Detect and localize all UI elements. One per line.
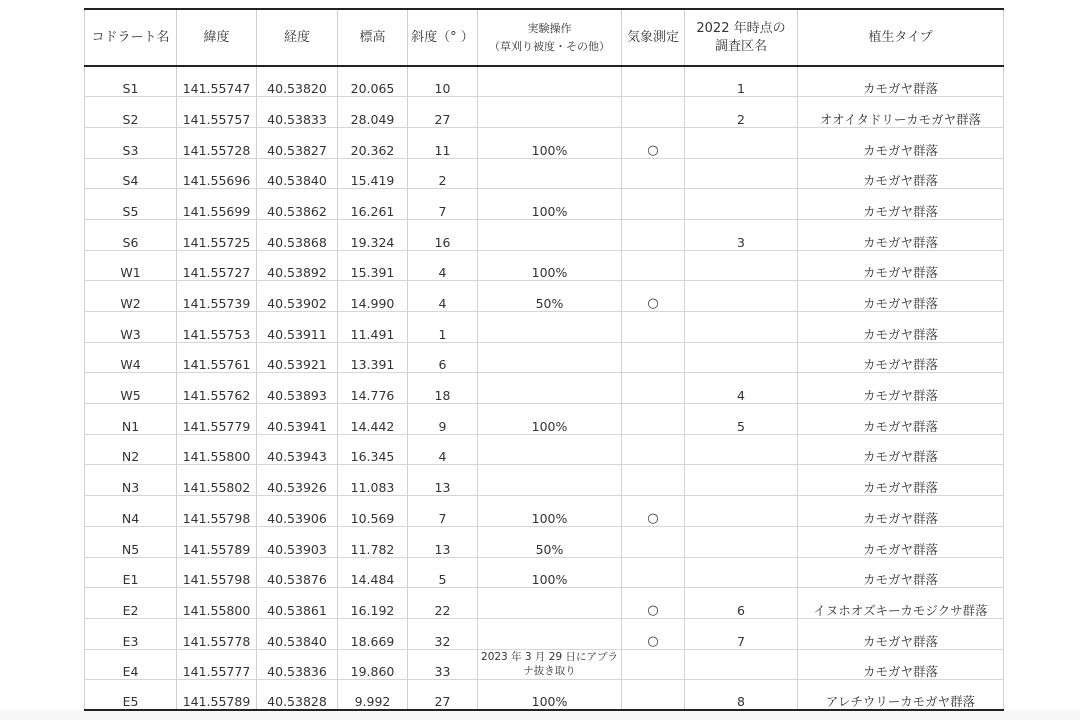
header-row (85, 9, 1004, 66)
cell-operation (478, 219, 622, 250)
cell-weather-mark (622, 158, 685, 189)
cell-elevation: 28.049 (338, 97, 408, 128)
cell-site-2022: 8 (685, 680, 798, 711)
cell-vegetation-type: カモガヤ群落 (798, 434, 1004, 465)
cell-site-2022 (685, 312, 798, 343)
cell-slope: 6 (408, 342, 478, 373)
cell-slope: 7 (408, 189, 478, 220)
cell-elevation: 16.261 (338, 189, 408, 220)
cell-elevation: 11.083 (338, 465, 408, 496)
cell-operation: 100% (478, 404, 622, 435)
cell-weather-mark (622, 557, 685, 588)
cell-weather-mark (622, 373, 685, 404)
cell-longitude: 141.55757 (177, 97, 257, 128)
cell-operation (478, 465, 622, 496)
cell-longitude: 141.55747 (177, 66, 257, 97)
table-row (85, 557, 1004, 588)
header-operation (478, 9, 622, 66)
cell-vegetation-type: カモガヤ群落 (798, 281, 1004, 312)
header-operation-line2: （草刈り被度・その他） (489, 39, 610, 53)
cell-quadrat-name: N4 (85, 496, 177, 527)
cell-site-2022: 1 (685, 66, 798, 97)
cell-site-2022 (685, 557, 798, 588)
cell-longitude: 141.55779 (177, 404, 257, 435)
cell-vegetation-type: カモガヤ群落 (798, 526, 1004, 557)
cell-vegetation-type: カモガヤ群落 (798, 312, 1004, 343)
cell-slope: 4 (408, 281, 478, 312)
cell-latitude: 40.53921 (257, 342, 338, 373)
cell-vegetation-type: カモガヤ群落 (798, 158, 1004, 189)
cell-vegetation-type: カモガヤ群落 (798, 342, 1004, 373)
cell-slope: 18 (408, 373, 478, 404)
cell-weather-mark (622, 680, 685, 711)
cell-operation: 100% (478, 189, 622, 220)
cell-quadrat-name: E1 (85, 557, 177, 588)
cell-elevation: 14.776 (338, 373, 408, 404)
cell-vegetation-type: カモガヤ群落 (798, 649, 1004, 680)
cell-elevation: 16.192 (338, 588, 408, 619)
cell-site-2022 (685, 649, 798, 680)
cell-site-2022: 4 (685, 373, 798, 404)
cell-elevation: 9.992 (338, 680, 408, 711)
cell-weather-mark (622, 526, 685, 557)
header-site-line2: 調査区名 (714, 38, 767, 54)
cell-longitude: 141.55789 (177, 680, 257, 711)
cell-longitude: 141.55728 (177, 127, 257, 158)
cell-operation (478, 66, 622, 97)
cell-quadrat-name: E5 (85, 680, 177, 711)
cell-latitude: 40.53840 (257, 618, 338, 649)
cell-operation: 50% (478, 526, 622, 557)
cell-longitude: 141.55696 (177, 158, 257, 189)
cell-vegetation-type: カモガヤ群落 (798, 404, 1004, 435)
cell-latitude: 40.53840 (257, 158, 338, 189)
cell-longitude: 141.55798 (177, 496, 257, 527)
cell-operation (478, 97, 622, 128)
cell-slope: 5 (408, 557, 478, 588)
cell-elevation: 14.484 (338, 557, 408, 588)
cell-quadrat-name: E2 (85, 588, 177, 619)
cell-weather-mark: ○ (622, 618, 685, 649)
header-operation-line1: 実験操作 (527, 21, 572, 35)
cell-latitude: 40.53862 (257, 189, 338, 220)
cell-quadrat-name: W5 (85, 373, 177, 404)
table-row (85, 189, 1004, 220)
header-latitude: 経度 (257, 9, 338, 66)
cell-site-2022 (685, 526, 798, 557)
cell-site-2022 (685, 281, 798, 312)
cell-longitude: 141.55727 (177, 250, 257, 281)
table-row (85, 342, 1004, 373)
cell-longitude: 141.55699 (177, 189, 257, 220)
table-row (85, 588, 1004, 619)
cell-vegetation-type: アレチウリーカモガヤ群落 (798, 680, 1004, 711)
header-slope: 斜度（° ） (408, 9, 478, 66)
cell-latitude: 40.53833 (257, 97, 338, 128)
cell-elevation: 20.065 (338, 66, 408, 97)
cell-site-2022 (685, 465, 798, 496)
cell-operation (478, 312, 622, 343)
cell-operation: 2023 年 3 月 29 日にアブラナ抜き取り (478, 649, 622, 680)
cell-quadrat-name: N1 (85, 404, 177, 435)
cell-operation (478, 158, 622, 189)
cell-longitude: 141.55800 (177, 588, 257, 619)
cell-slope: 4 (408, 434, 478, 465)
cell-quadrat-name: N5 (85, 526, 177, 557)
cell-elevation: 15.419 (338, 158, 408, 189)
cell-vegetation-type: カモガヤ群落 (798, 618, 1004, 649)
cell-latitude: 40.53903 (257, 526, 338, 557)
cell-slope: 4 (408, 250, 478, 281)
cell-quadrat-name: W4 (85, 342, 177, 373)
cell-operation: 50% (478, 281, 622, 312)
cell-slope: 2 (408, 158, 478, 189)
cell-elevation: 16.345 (338, 434, 408, 465)
cell-site-2022: 3 (685, 219, 798, 250)
cell-slope: 33 (408, 649, 478, 680)
cell-elevation: 14.990 (338, 281, 408, 312)
cell-elevation: 13.391 (338, 342, 408, 373)
cell-longitude: 141.55778 (177, 618, 257, 649)
cell-weather-mark (622, 189, 685, 220)
table-row (85, 465, 1004, 496)
cell-weather-mark (622, 66, 685, 97)
cell-quadrat-name: W3 (85, 312, 177, 343)
cell-vegetation-type: カモガヤ群落 (798, 189, 1004, 220)
cell-weather-mark (622, 250, 685, 281)
cell-elevation: 20.362 (338, 127, 408, 158)
cell-vegetation-type: カモガヤ群落 (798, 465, 1004, 496)
cell-weather-mark (622, 404, 685, 435)
cell-latitude: 40.53911 (257, 312, 338, 343)
cell-longitude: 141.55753 (177, 312, 257, 343)
table-row (85, 158, 1004, 189)
cell-weather-mark (622, 97, 685, 128)
header-site-2022 (685, 9, 798, 66)
table-row (85, 496, 1004, 527)
table-row (85, 66, 1004, 97)
cell-quadrat-name: S3 (85, 127, 177, 158)
cell-slope: 13 (408, 465, 478, 496)
cell-operation: 100% (478, 496, 622, 527)
cell-operation (478, 342, 622, 373)
cell-weather-mark (622, 465, 685, 496)
cell-weather-mark (622, 342, 685, 373)
cell-longitude: 141.55761 (177, 342, 257, 373)
header-vegetation: 植生タイプ (798, 9, 1004, 66)
cell-quadrat-name: N2 (85, 434, 177, 465)
cell-site-2022 (685, 250, 798, 281)
cell-quadrat-name: N3 (85, 465, 177, 496)
header-elevation: 標高 (338, 9, 408, 66)
cell-longitude: 141.55777 (177, 649, 257, 680)
cell-vegetation-type: カモガヤ群落 (798, 557, 1004, 588)
cell-longitude: 141.55789 (177, 526, 257, 557)
cell-quadrat-name: S5 (85, 189, 177, 220)
cell-latitude: 40.53902 (257, 281, 338, 312)
cell-latitude: 40.53906 (257, 496, 338, 527)
cell-latitude: 40.53876 (257, 557, 338, 588)
table-row (85, 219, 1004, 250)
cell-quadrat-name: E4 (85, 649, 177, 680)
table-row (85, 127, 1004, 158)
cell-operation: 100% (478, 127, 622, 158)
cell-weather-mark (622, 649, 685, 680)
cell-site-2022: 5 (685, 404, 798, 435)
cell-vegetation-type: カモガヤ群落 (798, 250, 1004, 281)
cell-slope: 11 (408, 127, 478, 158)
cell-vegetation-type: カモガヤ群落 (798, 66, 1004, 97)
cell-vegetation-type: カモガヤ群落 (798, 373, 1004, 404)
cell-slope: 10 (408, 66, 478, 97)
cell-site-2022: 6 (685, 588, 798, 619)
cell-latitude: 40.53941 (257, 404, 338, 435)
cell-elevation: 10.569 (338, 496, 408, 527)
cell-slope: 13 (408, 526, 478, 557)
cell-elevation: 19.324 (338, 219, 408, 250)
cell-vegetation-type: オオイタドリーカモガヤ群落 (798, 97, 1004, 128)
cell-latitude: 40.53926 (257, 465, 338, 496)
cell-vegetation-type: カモガヤ群落 (798, 496, 1004, 527)
cell-site-2022 (685, 189, 798, 220)
cell-longitude: 141.55739 (177, 281, 257, 312)
cell-elevation: 11.782 (338, 526, 408, 557)
cell-longitude: 141.55800 (177, 434, 257, 465)
cell-operation (478, 588, 622, 619)
cell-weather-mark: ○ (622, 588, 685, 619)
table-row (85, 404, 1004, 435)
cell-site-2022: 2 (685, 97, 798, 128)
header-site-line1: 2022 年時点の (696, 20, 786, 36)
cell-site-2022 (685, 342, 798, 373)
page-bottom-edge (0, 710, 1080, 720)
cell-quadrat-name: S1 (85, 66, 177, 97)
table-row (85, 250, 1004, 281)
cell-vegetation-type: カモガヤ群落 (798, 219, 1004, 250)
cell-site-2022 (685, 434, 798, 465)
cell-weather-mark (622, 219, 685, 250)
cell-latitude: 40.53861 (257, 588, 338, 619)
cell-elevation: 18.669 (338, 618, 408, 649)
cell-elevation: 19.860 (338, 649, 408, 680)
cell-weather-mark: ○ (622, 281, 685, 312)
cell-slope: 7 (408, 496, 478, 527)
cell-longitude: 141.55798 (177, 557, 257, 588)
cell-vegetation-type: イヌホオズキーカモジクサ群落 (798, 588, 1004, 619)
header-weather: 気象測定 (622, 9, 685, 66)
cell-site-2022: 7 (685, 618, 798, 649)
table-row (85, 97, 1004, 128)
cell-weather-mark: ○ (622, 496, 685, 527)
table-row (85, 649, 1004, 680)
cell-weather-mark (622, 434, 685, 465)
cell-quadrat-name: S2 (85, 97, 177, 128)
cell-latitude: 40.53827 (257, 127, 338, 158)
table-row (85, 281, 1004, 312)
cell-quadrat-name: S6 (85, 219, 177, 250)
cell-operation (478, 373, 622, 404)
cell-latitude: 40.53892 (257, 250, 338, 281)
cell-vegetation-type: カモガヤ群落 (798, 127, 1004, 158)
quadrat-table (84, 8, 1004, 711)
cell-latitude: 40.53820 (257, 66, 338, 97)
cell-weather-mark: ○ (622, 127, 685, 158)
cell-slope: 22 (408, 588, 478, 619)
cell-site-2022 (685, 496, 798, 527)
cell-latitude: 40.53868 (257, 219, 338, 250)
cell-latitude: 40.53893 (257, 373, 338, 404)
cell-operation (478, 434, 622, 465)
cell-latitude: 40.53828 (257, 680, 338, 711)
cell-operation: 100% (478, 680, 622, 711)
cell-longitude: 141.55802 (177, 465, 257, 496)
cell-quadrat-name: E3 (85, 618, 177, 649)
table-row (85, 373, 1004, 404)
cell-site-2022 (685, 127, 798, 158)
cell-elevation: 15.391 (338, 250, 408, 281)
header-quadrat: コドラート名 (85, 9, 177, 66)
cell-slope: 1 (408, 312, 478, 343)
cell-slope: 27 (408, 97, 478, 128)
cell-quadrat-name: S4 (85, 158, 177, 189)
cell-site-2022 (685, 158, 798, 189)
cell-quadrat-name: W1 (85, 250, 177, 281)
cell-slope: 9 (408, 404, 478, 435)
cell-latitude: 40.53836 (257, 649, 338, 680)
cell-slope: 32 (408, 618, 478, 649)
table-row (85, 312, 1004, 343)
cell-operation (478, 618, 622, 649)
cell-latitude: 40.53943 (257, 434, 338, 465)
header-longitude: 緯度 (177, 9, 257, 66)
cell-slope: 16 (408, 219, 478, 250)
table-row (85, 680, 1004, 711)
cell-operation: 100% (478, 557, 622, 588)
cell-weather-mark (622, 312, 685, 343)
cell-quadrat-name: W2 (85, 281, 177, 312)
cell-slope: 27 (408, 680, 478, 711)
cell-operation: 100% (478, 250, 622, 281)
cell-longitude: 141.55762 (177, 373, 257, 404)
cell-elevation: 14.442 (338, 404, 408, 435)
cell-elevation: 11.491 (338, 312, 408, 343)
cell-longitude: 141.55725 (177, 219, 257, 250)
table-row (85, 526, 1004, 557)
table-row (85, 434, 1004, 465)
table-row (85, 618, 1004, 649)
